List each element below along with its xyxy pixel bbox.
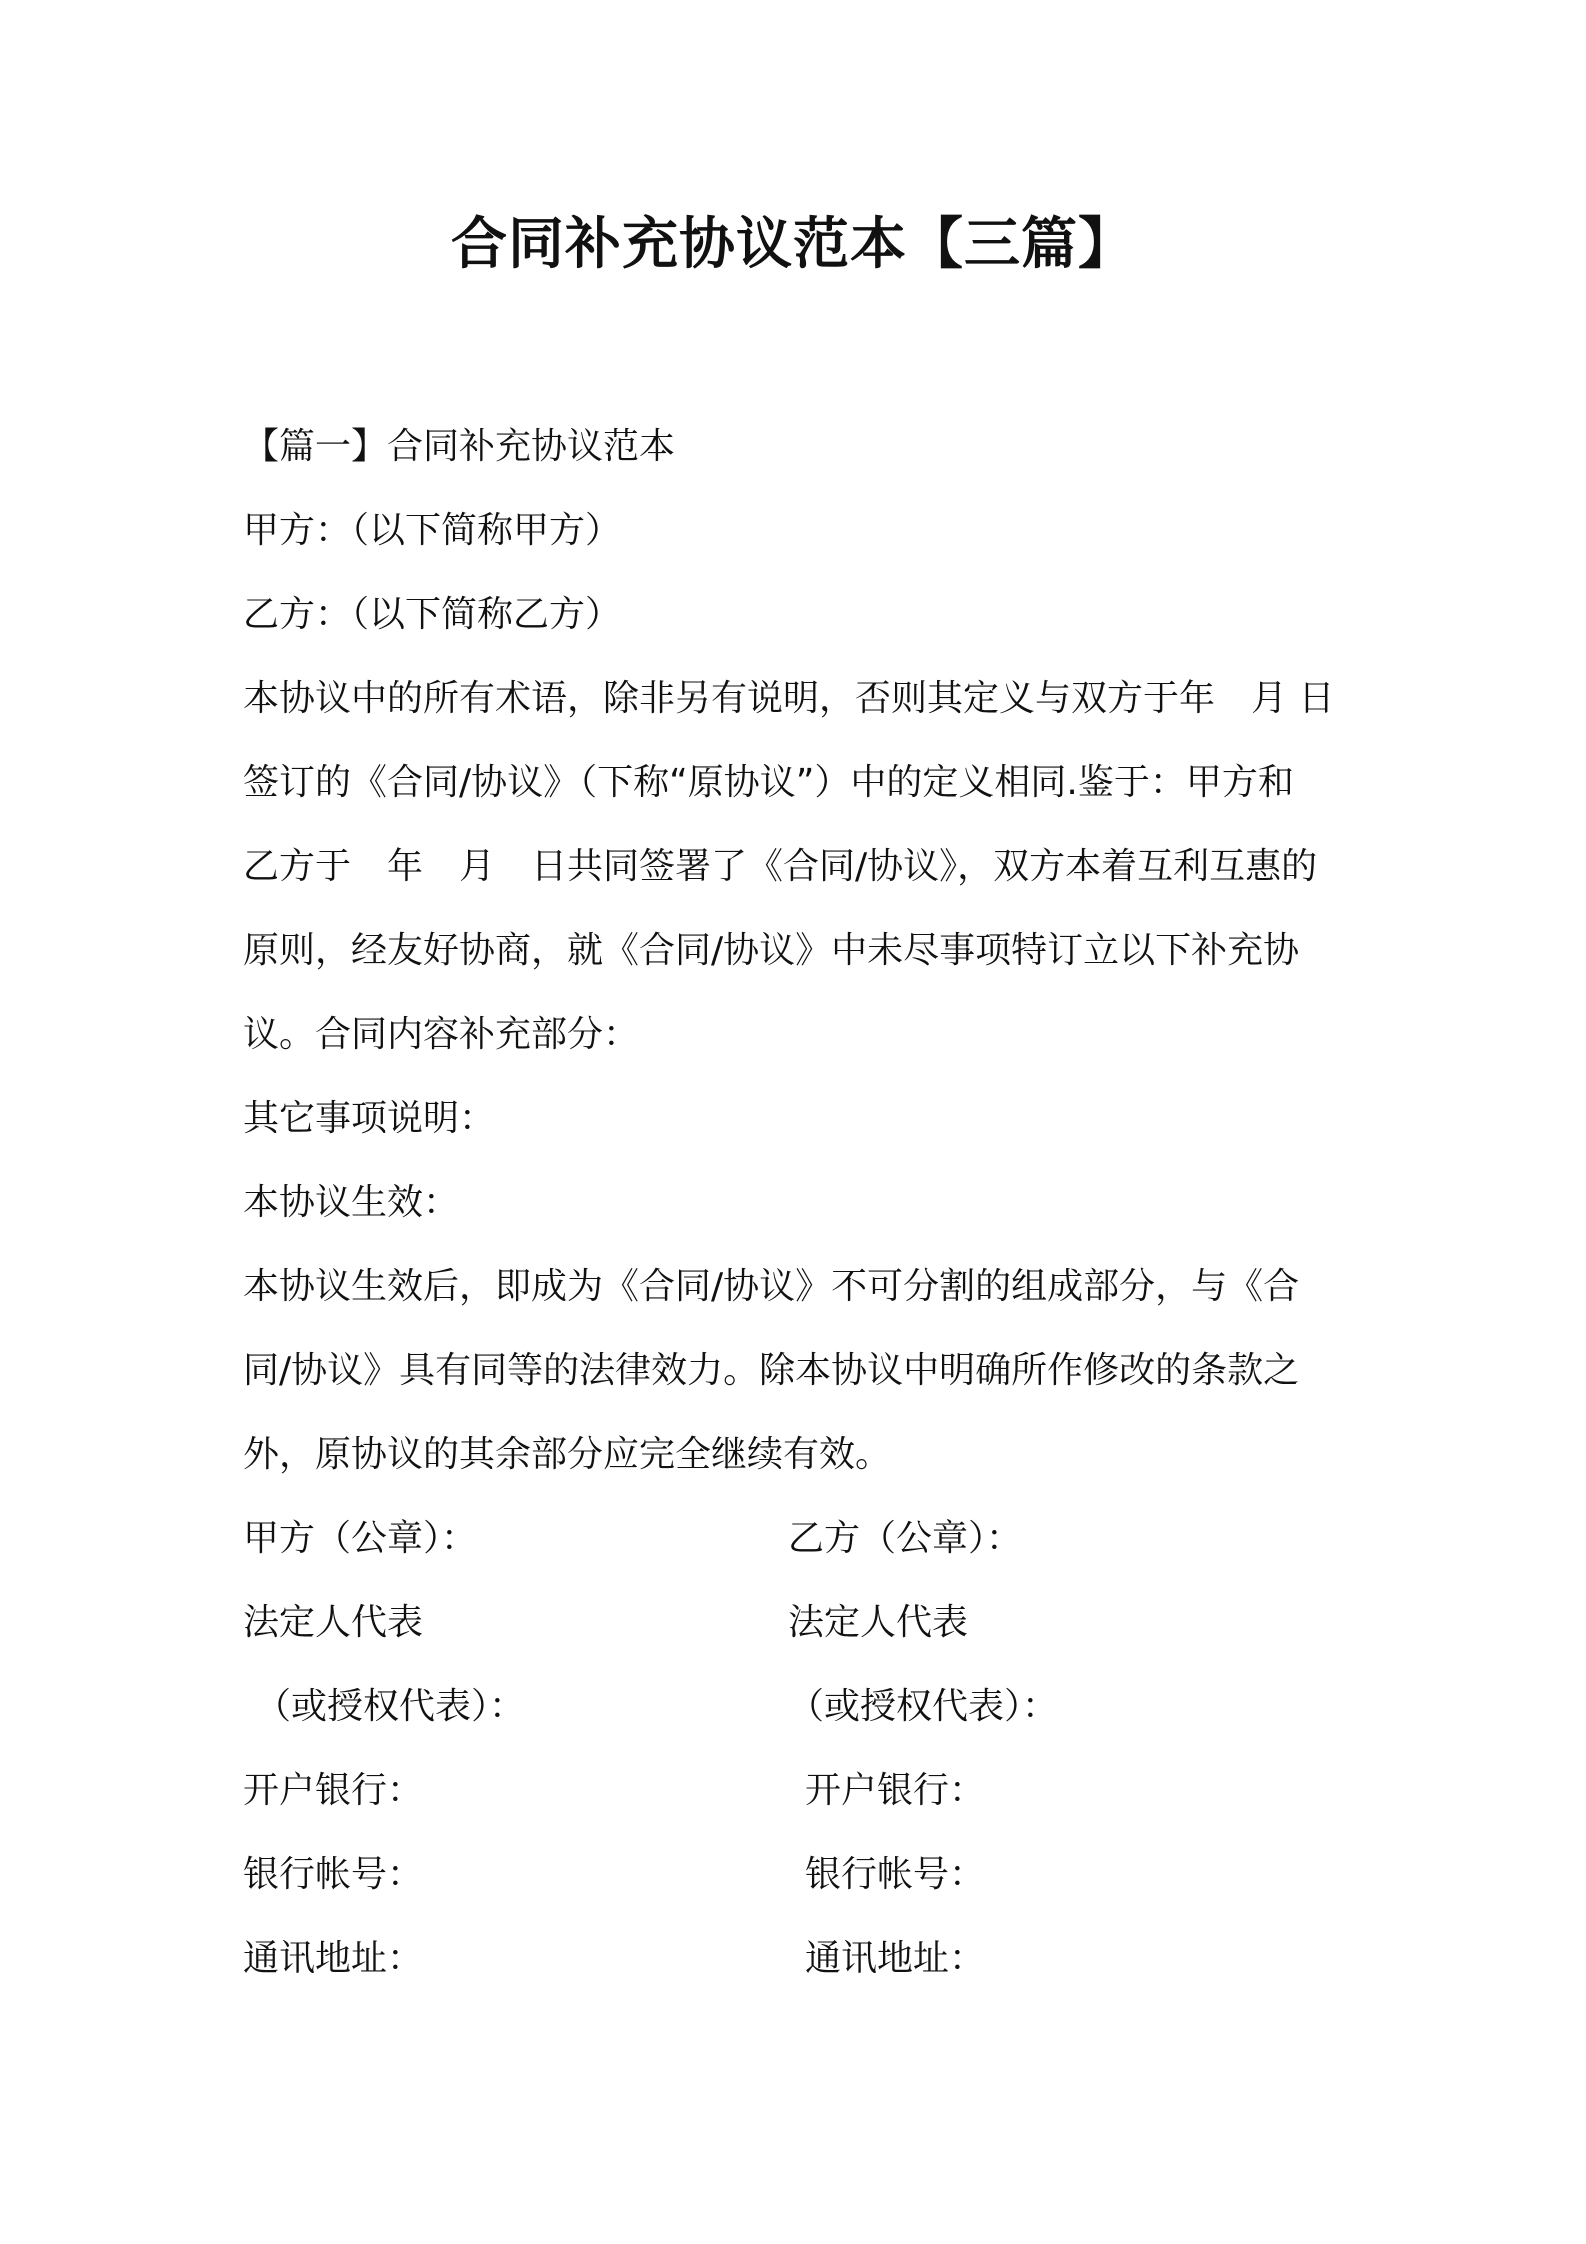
other-matters-line: 其它事项说明： [243,1098,496,1139]
intro-line: 本协议中的所有术语，除非另有说明，否则其定义与双方于年 月 日 [243,678,1335,719]
party-a-account-label: 银行帐号： [243,1854,424,1895]
signature-row-auth [243,1665,1353,1749]
intro-line: 议。合同内容补充部分： [243,1014,640,1055]
party-a-seal-label: 甲方（公章）： [243,1518,478,1559]
signature-row-account [243,1833,1353,1917]
signature-row-address [243,1917,1353,2001]
party-b-bank-label: 开户银行： [805,1770,986,1811]
document-title: 合同补充协议范本【三篇】 [451,212,1135,277]
intro-line: 签订的《合同/协议》（下称“原协议”）中的定义相同.鉴于：甲方和 [243,762,1294,803]
party-a-rep-label: 法定人代表 [243,1602,424,1643]
signature-row-rep [243,1581,1353,1665]
party-a-address-label: 通讯地址： [243,1938,424,1979]
document-body [243,405,1353,2001]
party-b-account-label: 银行帐号： [805,1854,986,1895]
intro-line: 原则，经友好协商，就《合同/协议》中未尽事项特订立以下补充协 [243,930,1300,971]
effective-line: 本协议生效后，即成为《合同/协议》不可分割的组成部分，与《合 [243,1266,1300,1307]
party-b-seal-label: 乙方（公章）： [788,1518,1023,1559]
intro-paragraph [243,657,1353,1077]
signature-row-seal [243,1497,1353,1581]
party-a-auth-label: （或授权代表）： [255,1686,526,1727]
party-b-line: 乙方：（以下简称乙方） [243,594,622,635]
effective-line: 同/协议》具有同等的法律效力。除本协议中明确所作修改的条款之 [243,1350,1300,1391]
party-b-rep-label: 法定人代表 [788,1602,969,1643]
effective-paragraph [243,1245,1353,1497]
signature-row-bank [243,1749,1353,1833]
effective-line: 外，原协议的其余部分应完全继续有效。 [243,1434,892,1475]
party-a-bank-label: 开户银行： [243,1770,424,1811]
party-b-address-label: 通讯地址： [805,1938,986,1979]
party-a-line: 甲方：（以下简称甲方） [243,510,622,551]
party-b-auth-label: （或授权代表）： [788,1686,1059,1727]
intro-line: 乙方于 年 月 日共同签署了《合同/协议》，双方本着互利互惠的 [243,846,1318,887]
section-heading: 【篇一】合同补充协议范本 [243,426,676,467]
effective-heading: 本协议生效： [243,1182,460,1223]
